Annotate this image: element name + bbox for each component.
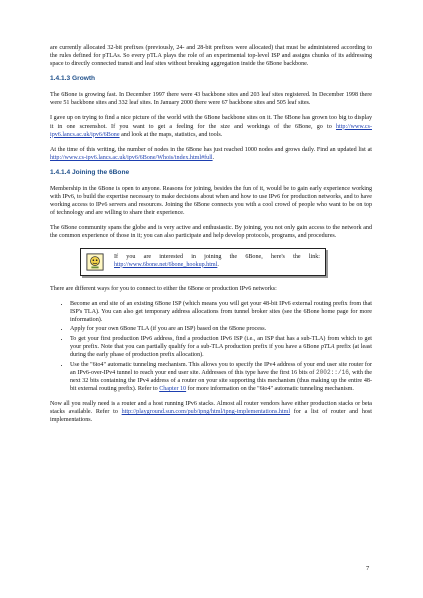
growth-paragraph-3: At the time of this writing, the number of nodes in the 6Bone has just reached 1000 nodes and grows daily. Find an updated list at http://www.cs-ipv6.lancs.ac.uk/ipv6/6Bone/Whois/index.html#full. [50, 146, 372, 161]
list-item: • To get your first production IPv6 address, find a production IPv6 ISP (i.e., an ISP that has a sub-TLA) from which to get your prefix. Note that you can partially qualify for a sub-TLA production prefix if you have a 6Bone pTLA prefix (at least during the early phase of production prefix allocation). [70, 335, 372, 359]
tip-box [80, 248, 326, 276]
connection-options-list [50, 300, 372, 394]
chapter-10-link[interactable]: Chapter 10 [159, 386, 187, 393]
list-item: • Become an end site of an existing 6Bone ISP (which means you will get your 48-bit IPv6 external routing prefix from that ISP's TLA). You can also get temporary address allocations from tunnel broker sites (see the 6Bone home page for more information). [70, 300, 372, 324]
6bone-hookup-link[interactable]: http://www.6bone.net/6bone_hookup.html [114, 261, 218, 268]
document-page [50, 44, 372, 431]
joining-paragraph-1: Membership in the 6Bone is open to anyone. Reasons for joining, besides the fun of it, would be to gain early experience working with IPv6, to build the expertise necessary to make decisions about when and how to use IPv6 for production networks, and to have working access to IPv6 servers and resources. Joining the 6Bone connects you with a cool crowd of people who want to be on top of technology and are willing to share their experience. [50, 185, 372, 217]
tip-icon [86, 253, 104, 271]
intro-paragraph: are currently allocated 32-bit prefixes (previously, 24- and 28-bit prefixes were allocated) that must be administered according to the rules defined for pTLAs. So every pTLA plays the role of an experimental top-level ISP and assigns chunks of its addressing space to directly connected transit and leaf sites without breaking aggregation inside the 6Bone backbone. [50, 45, 372, 68]
growth-paragraph-1: The 6Bone is growing fast. In December 1997 there were 43 backbone sites and 203 leaf sites registered. In December 1998 there were 51 backbone sites and 332 leaf sites. In January 2000 there were 67 backbone sites and 505 leaf sites. [50, 92, 372, 107]
joining-paragraph-3: There are different ways for you to connect to either the 6Bone or production IPv6 networks: [50, 285, 277, 292]
ipng-implementations-link[interactable]: http://playground.sun.com/pub/ipng/html/ipng-implementations.html [121, 409, 291, 416]
joining-paragraph-4: Now all you really need is a router and a host running IPv6 stacks. Almost all router vendors have either production stacks or beta stacks available. Refer to http://playground.sun.com/pub/ipng/html/ipng-implementations.html for a list of router and host implementations. [50, 401, 372, 424]
page-number: 7 [366, 565, 370, 572]
growth-paragraph-2: I gave up on trying to find a nice picture of the world with the 6Bone backbone sites on it. The 6Bone has grown too big to display it in one screenshot. If you want to get a feeling for the size and workings of the 6Bone, go to http://www.cs-ipv6.lancs.ac.uk/ipv6/6Bone and look at the maps, statistics, and tools. [50, 115, 372, 138]
prefix-code: 2002::/16 [315, 368, 349, 376]
6bone-maps-link[interactable]: http://www.cs-ipv6.lancs.ac.uk/ipv6/6Bone [50, 123, 372, 138]
growth-heading: 1.4.1.3 Growth [50, 75, 96, 83]
joining-heading: 1.4.1.4 Joining the 6Bone [50, 168, 130, 176]
tip-text: If you are interested in joining the 6Bone, here's the link: http://www.6bone.net/6bone_hookup.html. [114, 253, 320, 268]
list-item: • Use the "6to4" automatic tunneling mechanism. This allows you to specify the IPv4 address of your end user site router for an IPv6-over-IPv4 tunnel to reach your end user site. Addresses of this type have the first 16 bits of 2002::/16, with the next 32 bits containing the IPv4 address of a router on your site supporting this mechanism (thus making up the entire 48-bit external routing prefix). Refer to Chapter 10 for more information on the "6to4" automatic tunneling mechanism. [70, 361, 372, 393]
joining-paragraph-2: The 6Bone community spans the globe and is very active and enthusiastic. By joining, you not only gain access to the network and the common experience of those in it; you can also participate and help develop protocols, programs, and procedures. [50, 225, 372, 240]
6bone-whois-link[interactable]: http://www.cs-ipv6.lancs.ac.uk/ipv6/6Bone/Whois/index.html#full [50, 154, 213, 161]
list-item: • Apply for your own 6Bone TLA (if you are an ISP) based on the 6Bone process. [70, 325, 372, 333]
